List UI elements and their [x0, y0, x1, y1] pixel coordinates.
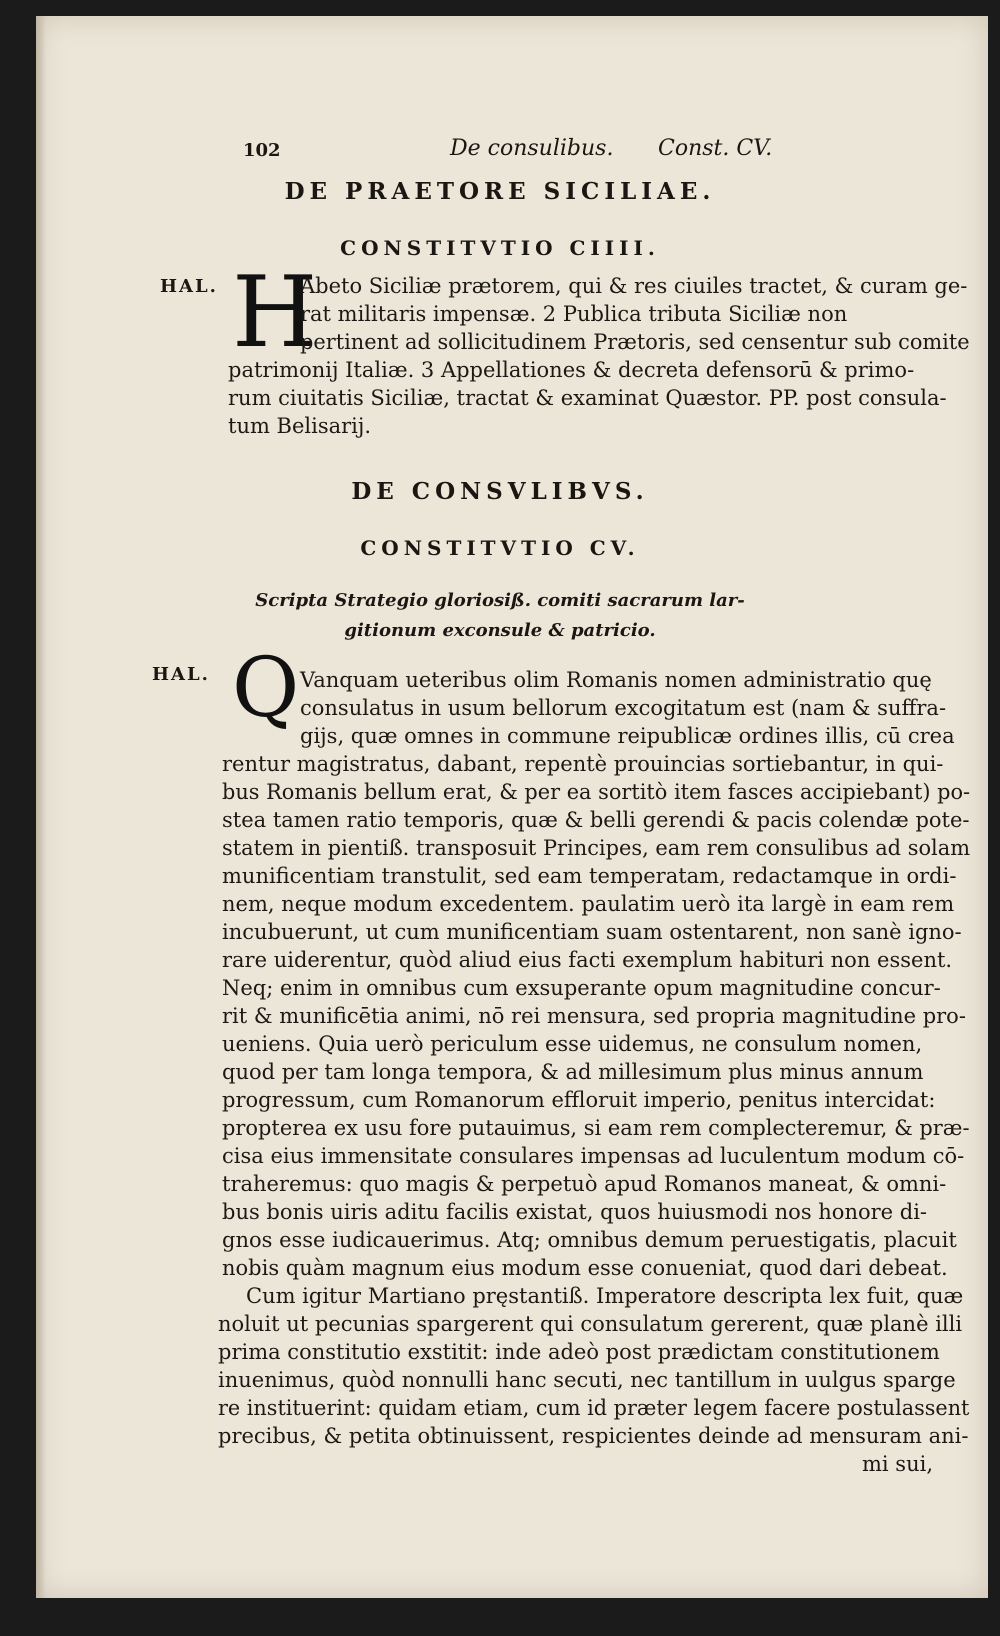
text-line: traheremus: quo magis & perpetuò apud Romanos maneat, & omni- [222, 1172, 947, 1196]
section1-heading: DE PRAETORE SICILIAE. [284, 178, 716, 205]
page-number: 102 [243, 140, 281, 161]
text-line: noluit ut pecunias spargerent qui consulatum gererent, quæ planè illi [218, 1312, 963, 1336]
running-constitution: Const. CV. [658, 136, 773, 161]
text-line: nem, neque modum excedentem. paulatim uerò ita largè in eam rem [222, 892, 955, 916]
running-head [0, 136, 1000, 168]
text-line: rare uiderentur, quòd aliud eius facti exemplum habituri non essent. [222, 948, 953, 972]
text-line: rentur magistratus, dabant, repentè prouincias sortiebantur, in qui- [222, 752, 944, 776]
text-line: quod per tam longa tempora, & ad millesimum plus minus annum [222, 1060, 924, 1084]
text-line: nobis quàm magnum eius modum esse conueniat, quod dari debeat. [222, 1256, 948, 1280]
section2-subtitle-line: Scripta Strategio gloriosiß. comiti sacrarum lar- [255, 590, 745, 611]
section2-subtitle-line: gitionum exconsule & patricio. [344, 620, 656, 641]
section2-heading: DE CONSVLIBVS. [351, 478, 649, 505]
text-line: patrimonij Italiæ. 3 Appellationes & decreta defensorū & primo- [228, 358, 915, 382]
text-line: cisa eius immensitate consulares impensas ad luculentum modum cō- [222, 1144, 965, 1168]
text-line: Neq; enim in omnibus cum exsuperante opum magnitudine concur- [222, 976, 941, 1000]
text-line: pertinent ad sollicitudinem Prætoris, sed censentur sub comite [300, 330, 970, 354]
text-line: bus Romanis bellum erat, & per ea sortitò item fasces accipiebant) po- [222, 780, 971, 804]
text-line: bus bonis uiris aditu facilis existat, quos huiusmodi nos honore di- [222, 1200, 928, 1224]
text-line: stea tamen ratio temporis, quæ & belli gerendi & pacis colendæ pote- [222, 808, 970, 832]
text-line: ueniens. Quia uerò periculum esse uidemus, ne consulum nomen, [222, 1032, 923, 1056]
text-line: progressum, cum Romanorum effloruit imperio, penitus intercidat: [222, 1088, 936, 1112]
running-title: De consulibus. [450, 136, 614, 161]
section2-constitutio: CONSTITVTIO CV. [360, 536, 640, 560]
section2-dropcap: Q [232, 641, 300, 736]
text-line: munificentiam transtulit, sed eam temperatam, redactamque in ordi- [222, 864, 957, 888]
section2-margin-note: HAL. [152, 664, 210, 685]
section1-margin-note: HAL. [160, 276, 218, 297]
catchword: mi sui, [862, 1452, 933, 1476]
text-line: gnos esse iudicauerimus. Atq; omnibus demum peruestigatis, placuit [222, 1228, 957, 1252]
text-line: inuenimus, quòd nonnulli hanc secuti, nec tantillum in uulgus sparge [218, 1368, 956, 1392]
text-line: consulatus in usum bellorum excogitatum est (nam & suffra- [300, 696, 947, 720]
text-line: prima constitutio exstitit: inde adeò post prædictam constitutionem [218, 1340, 940, 1364]
text-line: statem in pientiß. transposuit Principes, eam rem consulibus ad solam [222, 836, 971, 860]
text-line: gijs, quæ omnes in commune reipublicæ ordines illis, cū crea [300, 724, 955, 748]
text-line: rit & munificētia animi, nō rei mensura, sed propria magnitudine pro- [222, 1004, 966, 1028]
section1-dropcap: H [232, 256, 318, 370]
text-line: tum Belisarij. [228, 414, 372, 438]
text-line: rat militaris impensæ. 2 Publica tributa Siciliæ non [300, 302, 848, 326]
text-line: incubuerunt, ut cum munificentiam suam ostentarent, non sanè igno- [222, 920, 962, 944]
text-line: Abeto Siciliæ prætorem, qui & res ciuiles tractet, & curam ge- [300, 274, 968, 298]
text-line: Cum igitur Martiano pręstantiß. Imperatore descripta lex fuit, quæ [246, 1284, 964, 1308]
text-line: re instituerint: quidam etiam, cum id præter legem facere postulassent [218, 1396, 970, 1420]
text-line: propterea ex usu fore putauimus, si eam rem complecteremur, & præ- [222, 1116, 970, 1140]
section1-constitutio: CONSTITVTIO CIIII. [340, 236, 660, 260]
text-line: rum ciuitatis Siciliæ, tractat & examinat Quæstor. PP. post consula- [228, 386, 947, 410]
text-line: Vanquam ueteribus olim Romanis nomen administratio quę [300, 668, 932, 692]
text-line: precibus, & petita obtinuissent, respicientes deinde ad mensuram ani- [218, 1424, 969, 1448]
